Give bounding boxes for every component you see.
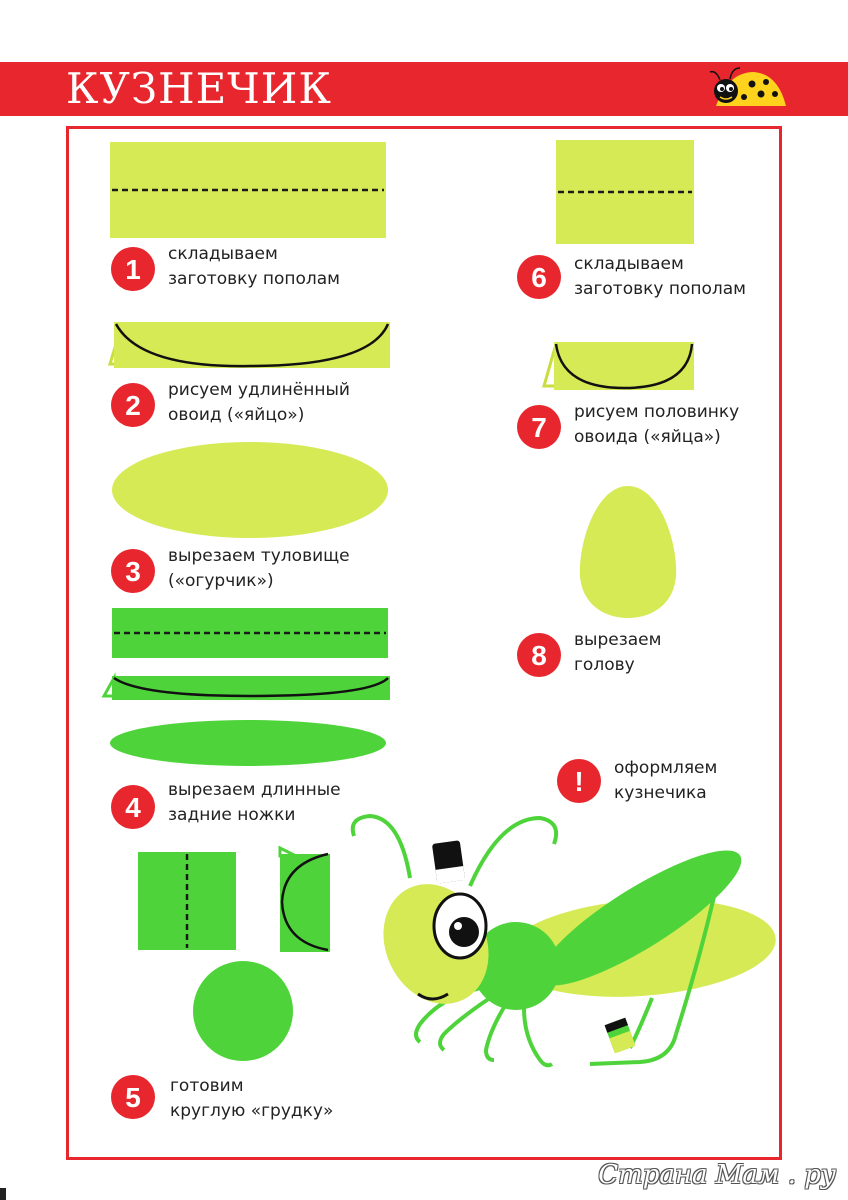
step-badge-7 bbox=[516, 404, 562, 450]
green-strip-folded bbox=[112, 608, 388, 658]
step-7-label: рисуем половинку овоида («яйца») bbox=[574, 402, 740, 447]
step-5-label: готовим круглую «грудку» bbox=[170, 1076, 334, 1121]
step-badge-8 bbox=[516, 632, 562, 678]
half-egg-drawing bbox=[540, 338, 696, 394]
body-oval bbox=[110, 440, 390, 540]
step-badge-1 bbox=[110, 246, 156, 292]
svg-text:2: 2 bbox=[125, 390, 141, 421]
step-6-label: складываем заготовку пополам bbox=[574, 254, 746, 299]
egg-head bbox=[576, 484, 680, 620]
corner-mark bbox=[0, 1188, 6, 1200]
green-circle bbox=[192, 960, 294, 1062]
step-badge-2 bbox=[110, 382, 156, 428]
half-circle-drawing bbox=[276, 842, 332, 954]
step-3-label: вырезаем туловище («огурчик») bbox=[168, 546, 350, 591]
leg-oval bbox=[108, 718, 388, 768]
page-title: КУЗНЕЧИК bbox=[66, 64, 332, 113]
step-final-label: оформляем кузнечика bbox=[614, 758, 718, 803]
step-badge-6 bbox=[516, 254, 562, 300]
step-4-label: вырезаем длинные задние ножки bbox=[168, 780, 341, 825]
svg-text:6: 6 bbox=[531, 262, 547, 293]
green-strip-arc bbox=[100, 672, 392, 704]
step-8-label: вырезаем голову bbox=[574, 630, 662, 675]
watermark: Страна Мам . ру bbox=[598, 1160, 836, 1190]
step-1-label: складываем заготовку пополам bbox=[168, 244, 340, 289]
svg-text:1: 1 bbox=[125, 254, 141, 285]
step-badge-3 bbox=[110, 548, 156, 594]
ladybug-icon bbox=[706, 64, 788, 110]
svg-text:5: 5 bbox=[125, 1082, 141, 1113]
folded-yellow-small bbox=[556, 140, 694, 244]
half-oval-drawing bbox=[100, 318, 392, 372]
grasshopper-illustration bbox=[340, 798, 780, 1088]
folded-yellow-blank bbox=[110, 142, 386, 238]
svg-text:4: 4 bbox=[125, 792, 141, 823]
svg-text:7: 7 bbox=[531, 412, 547, 443]
svg-text:3: 3 bbox=[125, 556, 141, 587]
svg-text:!: ! bbox=[574, 766, 584, 797]
svg-text:8: 8 bbox=[531, 640, 547, 671]
step-badge-5 bbox=[110, 1074, 156, 1120]
step-badge-4 bbox=[110, 784, 156, 830]
green-square-folded bbox=[138, 852, 236, 950]
step-2-label: рисуем удлинённый овоид («яйцо») bbox=[168, 380, 350, 425]
